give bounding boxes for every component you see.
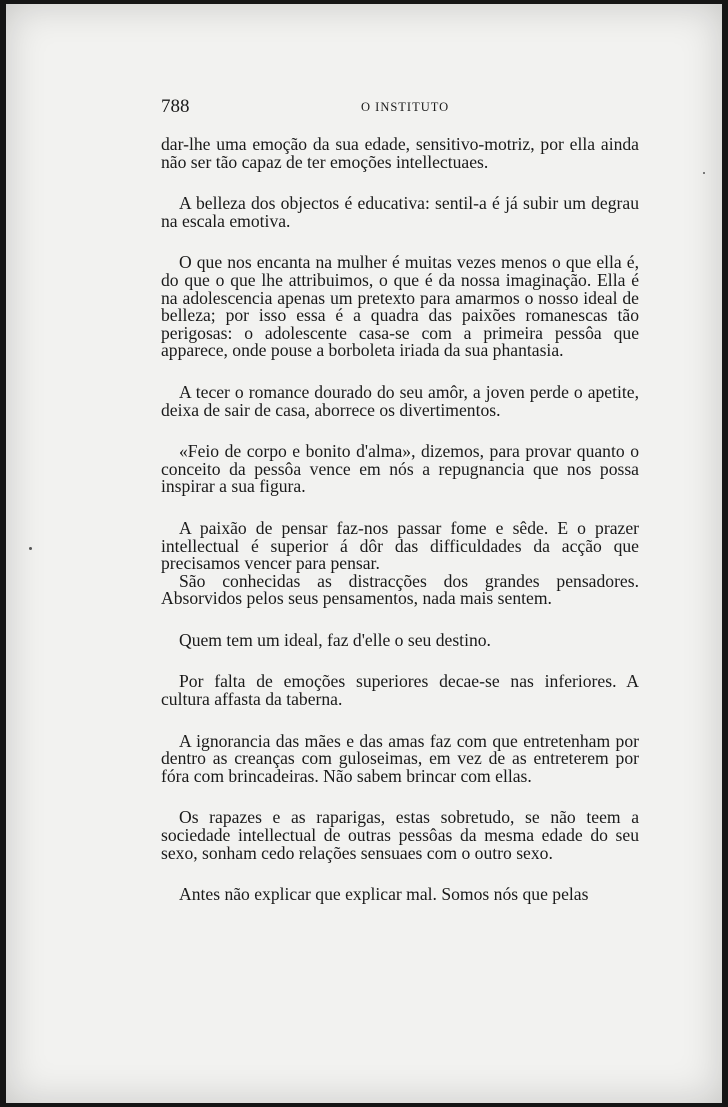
paragraph: Por falta de emoções superiores decae-se nas inferiores. A cultura affasta da taberna. [161,671,639,710]
paragraph: A paixão de pensar faz-nos passar fome e sêde. E o prazer intellectual é superior á dôr das difficuldades da acção que precisamos vencer para pensar. [161,517,639,574]
running-title: O INSTITUTO [361,100,450,114]
body-text [161,136,639,928]
paragraph: dar-lhe uma emoção da sua edade, sensitivo-motriz, por ella ainda não ser tão capaz de ter emoções intellectuaes. [161,134,639,172]
paragraph: Antes não explicar que explicar mal. Somos nós que pelas [179,884,589,905]
paragraph: Quem tem um ideal, faz d'elle o seu destino. [179,629,491,650]
paragraph: O que nos encanta na mulher é muitas vezes menos o que ella é, do que o que lhe attribuimos, o que é da nossa imaginação. Ella é na adolescencia apenas um pretexto para amarmos o nosso ideal de belleza; por isso essa é a quadra das paixões romanescas tão perigosas: o adolescente casa-se com a primeira pessôa que apparece, onde pouse a borboleta iriada da sua phantasia. [161,252,639,361]
page-number: 788 [161,96,190,117]
paragraph: Os rapazes e as raparigas, estas sobretudo, se não teem a sociedade intellectual de outras pessôas da mesma edade do seu sexo, sonham cedo relações sensuaes com o outro sexo. [161,807,639,863]
page-speck [29,547,32,550]
book-page [6,4,722,1103]
paragraph: A tecer o romance dourado do seu amôr, a joven perde o apetite, deixa de sair de casa, aborrece os divertimentos. [161,381,639,420]
page-speck [703,172,705,174]
paragraph: A belleza dos objectos é educativa: sentil-a é já subir um degrau na escala emotiva. [161,193,639,231]
paragraph: A ignorancia das mães e das amas faz com que entretenham por dentro as creanças com guloseimas, em vez de as entreterem por fóra com brincadeiras. Não sabem brincar com ellas. [161,730,639,786]
page-header [161,96,639,122]
paragraph: «Feio de corpo e bonito d'alma», dizemos, para provar quanto o conceito da pessôa vence em nós a repugnancia que nos possa inspirar a sua figura. [161,441,639,497]
paragraph: São conhecidas as distracções dos grandes pensadores. Absorvidos pelos seus pensamentos, nada mais sentem. [161,570,639,609]
